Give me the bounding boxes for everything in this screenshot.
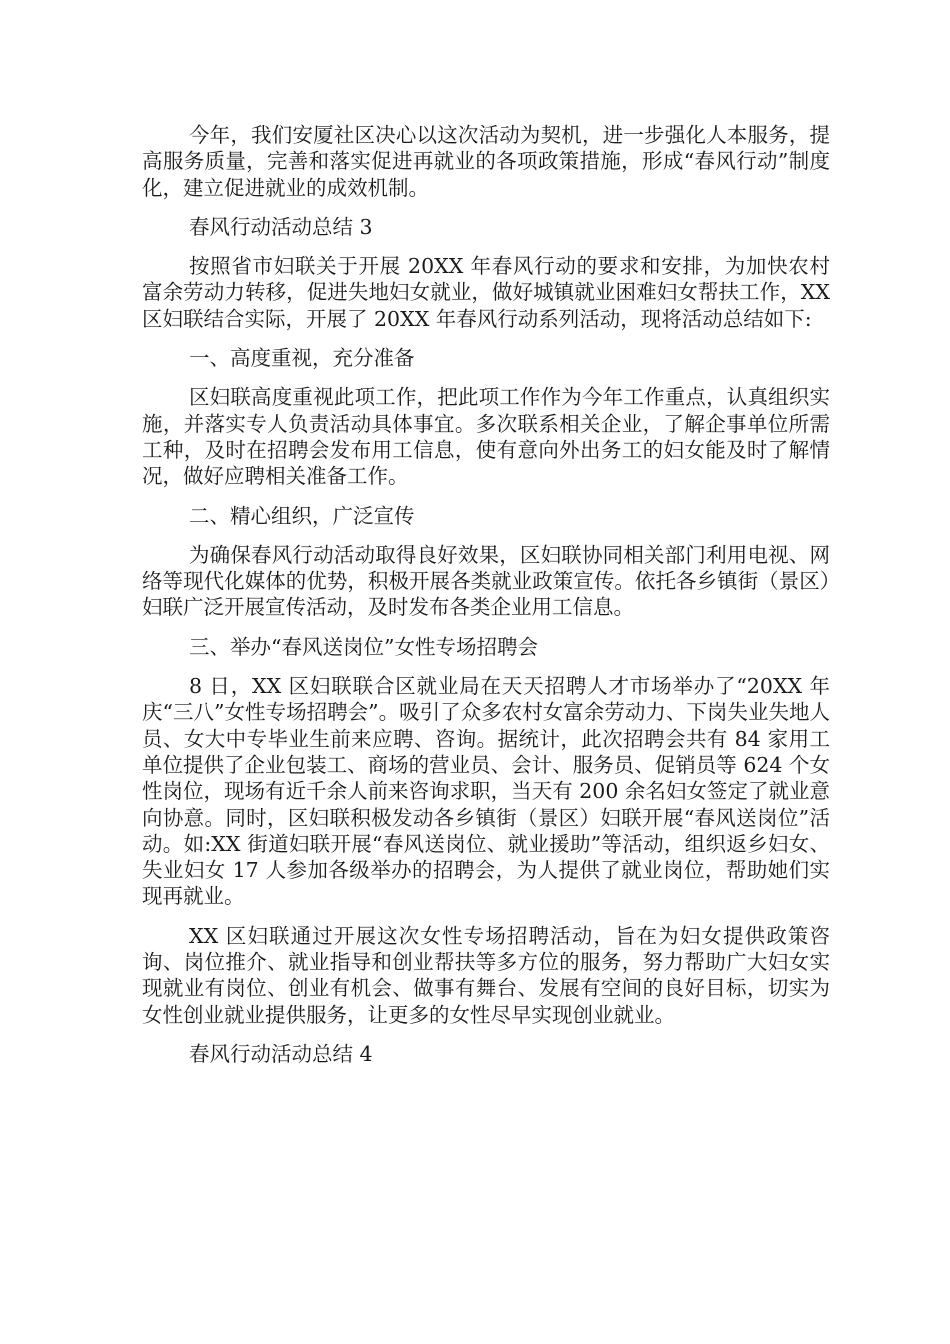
subheading-preparation: 一、高度重视，充分准备 [189, 346, 415, 371]
section-title-summary-3: 春风行动活动总结 3 [189, 214, 373, 239]
paragraph-intro: 今年，我们安厦社区决心以这次活动为契机，进一步强化人本服务，提高服务质量，完善和落实促进再就业的各项政策措施，形成“春风行动”制度化，建立促进就业的成效机制。 [142, 123, 830, 200]
subheading-job-fair: 三、举办“春风送岗位”女性专场招聘会 [189, 634, 538, 659]
paragraph-job-fair: 8 日，XX 区妇联联合区就业局在天天招聘人才市场举办了“20XX 年庆“三八”女性专场招聘会”。吸引了众多农村女富余劳动力、下岗失业失地人员、女大中专毕业生前来应聘、咨询。据统计，此次招聘会共有 84 家用工单位提供了企业包装工、商场的营业员、会计、服务员、促销员等 624 个女性岗位，现场有近千余人前来咨询求职，当天有 200 余名妇女签定了就业意向协意。同时，区妇联积极发动各乡镇街（景区）妇联开展“春风送岗位”活动。如:XX 街道妇联开展“春风送岗位、就业援助”等活动，组织返乡妇女、失业妇女 17 人参加各级举办的招聘会，为人提供了就业岗位，帮助她们实现再就业。 [142, 674, 830, 909]
paragraph-publicity: 为确保春风行动活动取得良好效果，区妇联协同相关部门利用电视、网络等现代化媒体的优势，积极开展各类就业政策宣传。依托各乡镇街（景区）妇联广泛开展宣传活动，及时发布各类企业用工信息。 [142, 542, 830, 620]
paragraph-preparation: 区妇联高度重视此项工作，把此项工作作为今年工作重点，认真组织实施，并落实专人负责活动具体事宜。多次联系相关企业，了解企事单位所需工种，及时在招聘会发布用工信息，使有意向外出务工的妇女能及时了解情况，做好应聘相关准备工作。 [142, 385, 830, 489]
section-title-summary-4: 春风行动活动总结 4 [189, 1041, 373, 1066]
paragraph-conclusion: XX 区妇联通过开展这次女性专场招聘活动，旨在为妇女提供政策咨询、岗位推介、就业指导和创业帮扶等多方位的服务，努力帮助广大妇女实现就业有岗位、创业有机会、做事有舞台、发展有空间的良好目标，切实为女性创业就业提供服务，让更多的女性尽早实现创业就业。 [142, 923, 830, 1027]
document-page [142, 122, 830, 1080]
subheading-publicity: 二、精心组织，广泛宣传 [189, 503, 415, 528]
paragraph-overview: 按照省市妇联关于开展 20XX 年春风行动的要求和安排，为加快农村富余劳动力转移，促进失地妇女就业，做好城镇就业困难妇女帮扶工作，XX 区妇联结合实际，开展了 20XX 年春风行动系列活动，现将活动总结如下: [142, 254, 830, 331]
